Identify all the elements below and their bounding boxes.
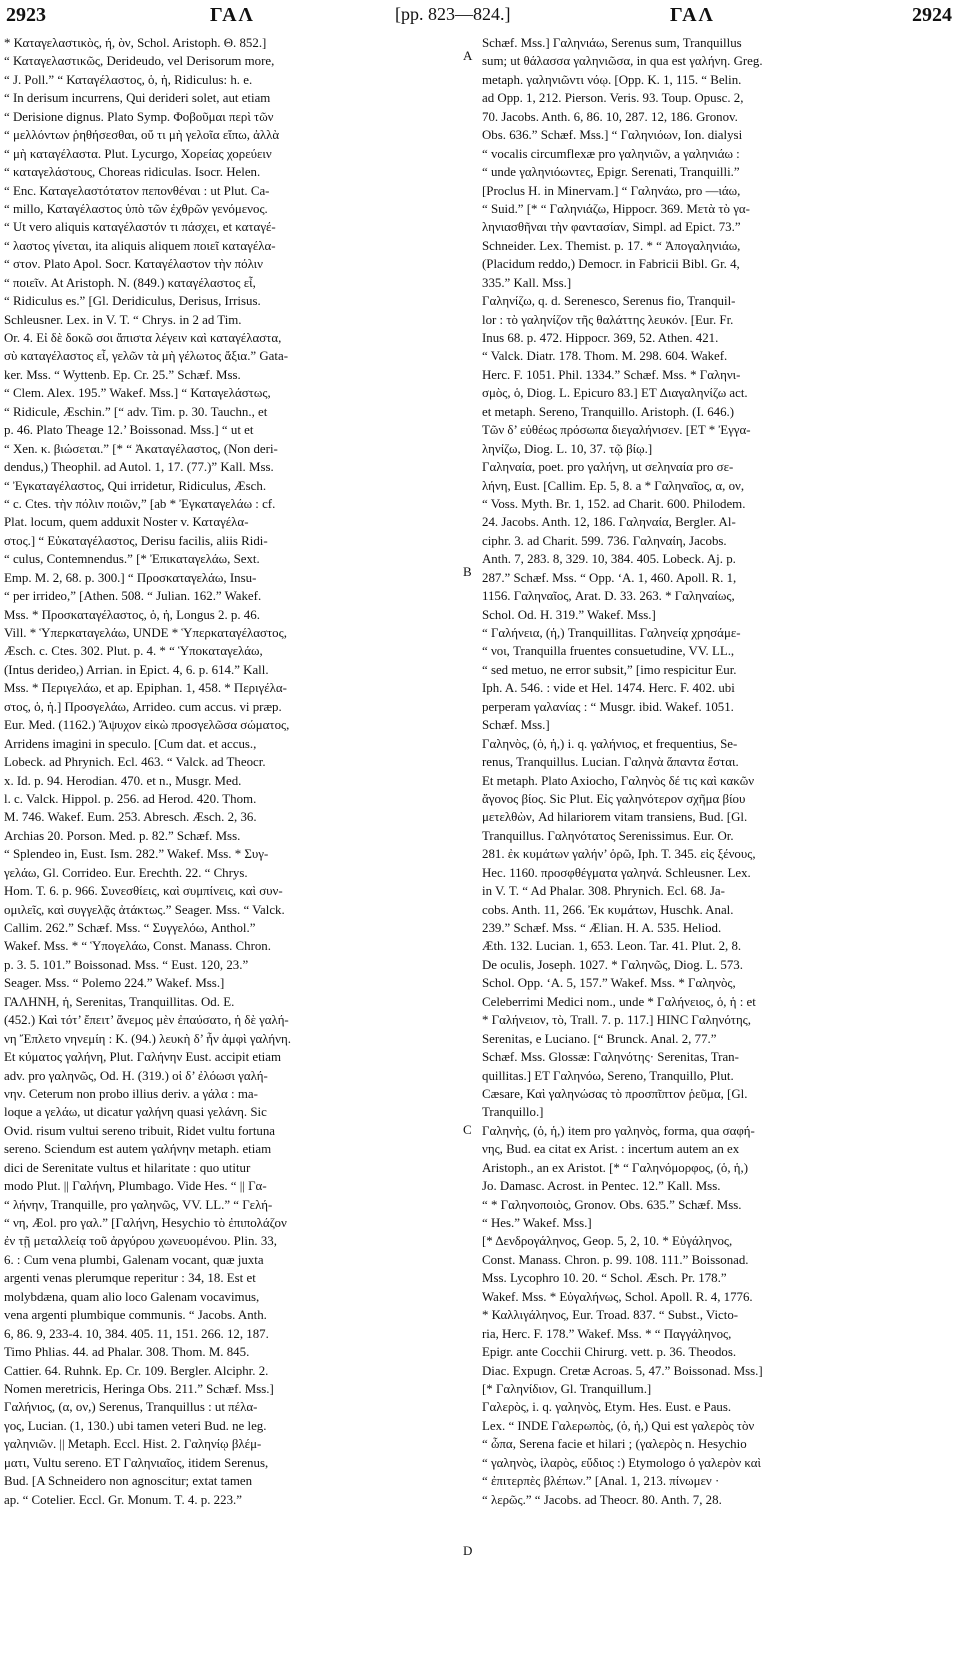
text-line: Schæf. Mss.]: [482, 718, 550, 733]
right-column: [482, 34, 956, 1674]
text-line: Cæsare, Καὶ γαληνώσας τὸ προσπῖπτον ῥεῦμα, [Gl.: [482, 1086, 748, 1101]
text-line: Æsch. c. Ctes. 302. Plut. p. 4. * “ Ὑποκαταγελάω,: [4, 644, 263, 659]
text-line: Arridens imagini in speculo. [Cum dat. et accus.,: [4, 736, 257, 751]
text-line: Lobeck. ad Phrynich. Ecl. 463. “ Valck. ad Theocr.: [4, 755, 266, 770]
text-line: l. c. Valck. Hippol. p. 256. ad Herod. 420. Thom.: [4, 791, 257, 806]
text-line: “ Ridicule, Æschin.” [“ adv. Tim. p. 30. Tauchn., et: [4, 404, 268, 419]
text-line: sereno. Sciendum est autem γαλήνην metaph. etiam: [4, 1142, 272, 1157]
text-line: “ Splendeo in, Eust. Ism. 282.” Wakef. Mss. * Συγ-: [4, 847, 269, 862]
text-line: Bud. [A Schneidero non agnoscitur; extat tamen: [4, 1474, 253, 1489]
text-line: “ γαληνὸς, ἱλαρὸς, εὔδιος :) Etymologo ὁ γαλερὸν καὶ: [482, 1455, 762, 1470]
text-line: Hom. T. 6. p. 966. Συνεσθίεις, καὶ συμπίνεις, καὶ συν-: [4, 884, 283, 899]
text-line: Hec. 1160. προσφθέγματα γαληνά. Schleusner. Lex.: [482, 865, 751, 880]
text-line: Et metaph. Plato Axiocho, Γαληνὸς δέ τις καὶ κακῶν: [482, 773, 755, 788]
text-line: 24. Jacobs. Anth. 12, 186. Γαληναία, Bergler. Al-: [482, 515, 736, 530]
text-line: “ Suid.” [* “ Γαληνιάζω, Hippocr. 369. Μετὰ τὸ γα-: [482, 201, 750, 216]
text-line: “ sed metuo, ne error subsit,” [imo respicitur Eur.: [482, 662, 737, 677]
text-line: “ culus, Contemnendus.” [* Ἐπικαταγελάω, Sext.: [4, 552, 260, 567]
text-line: “ Clem. Alex. 195.” Wakef. Mss.] “ Καταγελάστως,: [4, 386, 271, 401]
text-line: Epigr. ante Cocchii Chirurg. vett. p. 36. Theodos.: [482, 1345, 737, 1360]
text-line: Seager. Mss. “ Polemo 224.” Wakef. Mss.]: [4, 976, 225, 991]
text-line: Tranquillo.]: [482, 1105, 544, 1120]
text-line: 281. ἐκ κυμάτων γαλήν’ ὁρῶ, Iph. T. 345. εἰς ξένους,: [482, 847, 756, 862]
text-line: Et κύματος γαλήνη, Plut. Γαλήνην Eust. accipit etiam: [4, 1050, 282, 1065]
page-header: [0, 0, 960, 34]
text-line: 287.” Schæf. Mss. “ Opp. ‘A. 1, 460. Apoll. R. 1,: [482, 570, 737, 585]
text-line: Mss. * Περιγελάω, et ap. Epiphan. 1, 458. * Περιγέλα-: [4, 681, 287, 696]
text-line: “ καταγελάστους, Choreas ridiculas. Isocr. Helen.: [4, 165, 261, 180]
text-line: 6. : Cum vena plumbi, Galenam vocant, quæ juxta: [4, 1252, 264, 1267]
text-line: στος.] “ Εὐκαταγέλαστος, Derisu facilis, aliis Ridi-: [4, 533, 268, 548]
text-line: [* Γαληνίδιον, Gl. Tranquillum.]: [482, 1381, 652, 1396]
right-running-head: ΓΑΛ: [670, 4, 715, 26]
section-marker-a: A: [463, 48, 473, 63]
text-line: “ νοι, Tranquilla fruentes consuetudine, VV. LL.,: [482, 644, 735, 659]
text-line: “ Valck. Diatr. 178. Thom. M. 298. 604. Wakef.: [482, 349, 728, 364]
text-line: Schleusner. Lex. in V. T. “ Chrys. in 2 ad Tim.: [4, 312, 242, 327]
text-line: Ovid. risum vultui sereno tribuit, Ridet vultu fortuna: [4, 1123, 276, 1138]
text-line: Celeberrimi Medici nom., unde * Γαλήνειος, ὁ, ἡ : et: [482, 994, 756, 1009]
text-line: * Γαλήνειον, τὸ, Trall. 7. p. 117.] HINC Γαληνότης,: [482, 1013, 752, 1028]
text-line: “ λήνην, Tranquille, pro γαληνῶς, VV. LL.” “ Γελή-: [4, 1197, 273, 1212]
text-line: στος, ὁ, ἡ.] Προσγελάω, Arrideo. cum accus. vi præp.: [4, 699, 282, 714]
text-line: Wakef. Mss. * Εὐγαλήνως, Schol. Apoll. R. 4, 1776.: [482, 1289, 753, 1304]
text-line: renus, Tranquillus. Lucian. Γαληνὰ ἅπαντα ἔσται.: [482, 755, 739, 770]
text-line: “ ὦπα, Serena facie et hilari ; (γαλερὸς n. Hesychio: [482, 1437, 747, 1452]
text-line: De oculis, Joseph. 1027. * Γαληνῶς, Diog. L. 573.: [482, 957, 743, 972]
text-line: λήνη, Eust. [Callim. Ep. 5, 8. a * Γαληναῖος, α, ον,: [482, 478, 745, 493]
text-line: 239.” Schæf. Mss. “ Ælian. H. A. 535. Heliod.: [482, 921, 722, 935]
text-line: Obs. 636.” Schæf. Mss.] “ Γαληνιόων, Ion. dialysi: [482, 128, 743, 143]
text-line: “ λερῶς.” “ Jacobs. ad Theocr. 80. Anth. 7, 28.: [482, 1492, 722, 1507]
text-line: Or. 4. Εἰ δὲ δοκῶ σοι ἄπιστα λέγειν καὶ καταγέλαστα,: [4, 331, 282, 345]
page-range: [pp. 823—824.]: [395, 4, 511, 24]
text-line: “ Ἐγκαταγέλαστος, Qui irridetur, Ridiculus, Æsch.: [4, 478, 267, 493]
text-line: adv. pro γαληνῶς, Od. H. (319.) οἱ δ’ ἐλόωσι γαλή-: [4, 1068, 268, 1083]
text-line: Serenitas, e Luciano. [“ Brunck. Anal. 2, 77.”: [482, 1031, 717, 1046]
text-line: “ Ut vero aliquis καταγέλαστόν τι πάσχει, et καταγέ-: [4, 220, 276, 235]
text-line: 335.” Kall. Mss.]: [482, 275, 572, 290]
text-line: dici de Serenitate vultus et hilaritate : quo utitur: [4, 1160, 251, 1175]
text-line: “ μελλόντων ῥηθήσεσθαι, οὔ τι μὴ γελοῖα εἴπω, ἀλλὰ: [4, 128, 280, 143]
text-line: Lex. “ INDE Γαλερωπὸς, (ὁ, ἡ,) Qui est γαλερὸς τὸν: [482, 1418, 755, 1433]
text-line: quillitas.] ET Γαληνόω, Sereno, Tranquillo, Plut.: [482, 1068, 734, 1083]
text-line: Emp. M. 2, 68. p. 300.] “ Προσκαταγελάω, Insu-: [4, 570, 257, 585]
right-page-number: 2924: [912, 4, 952, 26]
section-marker-b: B: [463, 564, 472, 579]
text-line: Archias 20. Porson. Med. p. 82.” Schæf. Mss.: [4, 828, 241, 843]
text-line: Nomen meretricis, Heringa Obs. 211.” Schæf. Mss.]: [4, 1381, 274, 1396]
text-line: νης, Bud. ea citat ex Arist. : incertum autem an ex: [482, 1142, 740, 1157]
text-line: Γαληνίζω, q. d. Serenesco, Serenus fio, Tranquil-: [482, 294, 736, 309]
text-line: vena argenti plumbique communis. “ Jacobs. Anth.: [4, 1308, 267, 1323]
text-line: ληνίζω, Diog. L. 10, 37. τῷ βίῳ.]: [482, 441, 653, 456]
text-line: νην. Ceterum non probo illius deriv. a γάλα : ma-: [4, 1086, 258, 1101]
text-line: “ In derisum incurrens, Qui derideri solet, aut etiam: [4, 91, 271, 106]
text-line: “ στον. Plato Apol. Socr. Καταγέλαστον τὴν πόλιν: [4, 257, 263, 272]
text-line: Γαληναία, poet. pro γαλήνη, ut σεληναία pro σε-: [482, 460, 734, 475]
text-line: perperam γαλανίας : “ Musgr. ibid. Wakef. 1051.: [482, 699, 734, 714]
text-line: “ Derisione dignus. Plato Symp. Φοβοῦμαι περὶ τῶν: [4, 109, 274, 124]
text-line: p. 3. 5. 101.” Boissonad. Mss. “ Eust. 120, 23.”: [4, 957, 249, 972]
text-line: “ Γαλήνεια, (ἡ,) Tranquillitas. Γαληνείᾳ χρησάμε-: [482, 626, 741, 640]
text-line: (Intus derideo,) Arrian. in Epict. 4, 6. p. 614.” Kall.: [4, 662, 269, 677]
text-line: ker. Mss. “ Wyttenb. Ep. Cr. 25.” Schæf. Mss.: [4, 367, 241, 382]
text-line: Schneider. Lex. Themist. p. 17. * “ Ἀπογαληνιάω,: [482, 238, 741, 253]
text-line: [Proclus H. in Minervam.] “ Γαληνάω, pro —ιάω,: [482, 183, 741, 198]
text-line: Eur. Med. (1162.) Ἄψυχον εἰκὼ προσγελῶσα σώματος,: [4, 718, 290, 733]
text-line: Cattier. 64. Ruhnk. Ep. Cr. 109. Bergler. Alciphr. 2.: [4, 1363, 269, 1378]
text-line: 70. Jacobs. Anth. 6, 86. 10, 287. 12, 186. Gronov.: [482, 109, 738, 124]
text-line: Wakef. Mss. * “ Ὑπογελάω, Const. Manass. Chron.: [4, 939, 271, 954]
text-line: Iph. A. 546. : vide et Hel. 1474. Herc. F. 402. ubi: [482, 681, 735, 696]
text-line: γαληνιῶν. || Metaph. Eccl. Hist. 2. Γαληνίῳ βλέμ-: [4, 1437, 262, 1452]
text-line: Const. Manass. Chron. p. 99. 108. 111.” Boissonad.: [482, 1252, 749, 1267]
text-line: ciphr. 3. ad Charit. 599. 736. Γαληναίη, Jacobs.: [482, 533, 727, 548]
text-line: ἄγονος βίος. Sic Plut. Εἰς γαληνότερον σχῆμα βίου: [482, 791, 746, 806]
text-line: ματι, Vultu sereno. ET Γαληνιαῖος, itidem Serenus,: [4, 1455, 269, 1470]
text-line: “ Ridiculus es.” [Gl. Deridiculus, Derisus, Irrisus.: [4, 294, 261, 309]
text-line: σὺ καταγέλαστος εἶ, γελῶν τὰ μὴ γέλωτος ἄξια.” Gata-: [4, 349, 288, 364]
text-line: “ Voss. Myth. Br. 1, 152. ad Charit. 600. Philodem.: [482, 496, 746, 511]
text-line: Plat. locum, quem adduxit Noster v. Καταγέλα-: [4, 515, 249, 530]
text-line: et metaph. Sereno, Tranquillo. Aristoph. (I. 646.): [482, 404, 735, 419]
text-line: sum; ut θάλασσα γαληνιῶσα, in qua est γαλήνη. Greg.: [482, 54, 763, 69]
text-line: (452.) Καὶ τότ’ ἔπειτ’ ἄνεμος μὲν ἐπαύσατο, ἡ δὲ γαλή-: [4, 1013, 289, 1028]
text-line: Γαληνὴς, (ὁ, ἡ,) item pro γαληνὸς, forma, qua σαφή-: [482, 1123, 755, 1138]
text-line: ΓΑΛΗΝΗ, ἡ, Serenitas, Tranquillitas. Od. E.: [4, 994, 235, 1009]
text-line: “ c. Ctes. τὴν πόλιν ποιῶν,” [ab * Ἐγκαταγελάω : cf.: [4, 496, 276, 511]
text-line: molybdæna, quam alio loco Galenam vocavimus,: [4, 1289, 260, 1304]
left-page-number: 2923: [6, 4, 46, 26]
text-line: “ λαστος γίνεται, ita aliquis aliquem ποιεῖ καταγέλα-: [4, 238, 276, 253]
section-marker-c: C: [463, 1122, 472, 1137]
text-line: Mss. Lycophro 10. 20. “ Schol. Æsch. Pr. 178.”: [482, 1271, 727, 1286]
text-line: γελάω, Gl. Corrideo. Eur. Erechth. 22. “ Chrys.: [4, 865, 248, 880]
text-line: “ Xen. κ. βιώσεται.” [* “ Ἀκαταγέλαστος, (Non deri-: [4, 441, 278, 456]
text-line: argenti venas plerumque reperitur : 34, 18. Est et: [4, 1271, 256, 1286]
text-line: “ J. Poll.” “ Καταγέλαστος, ὁ, ἡ, Ridiculus: h. e.: [4, 72, 253, 87]
text-line: M. 746. Wakef. Eum. 253. Abresch. Æsch. 2, 36.: [4, 810, 257, 825]
text-line: μετελθὼν, Ad hilariorem vitam transiens, Bud. [Gl.: [482, 810, 748, 825]
text-line: Herc. F. 1051. Phil. 1334.” Schæf. Mss. * Γαληνι-: [482, 367, 741, 382]
text-line: ad Opp. 1, 212. Pierson. Veris. 93. Toup. Opusc. 2,: [482, 91, 744, 106]
text-line: (Placidum reddo,) Democr. in Fabricii Bibl. Gr. 4,: [482, 257, 740, 272]
text-line: γος, Lucian. (1, 130.) ubi tamen veteri Bud. ne leg.: [4, 1418, 267, 1433]
text-line: * Καταγελαστικὸς, ή, ὸν, Schol. Aristoph. Θ. 852.]: [4, 36, 267, 50]
text-line: Τῶν δ’ εὐθέως πρόσωπα διεγαλήνισεν. [ET * Ἐγγα-: [482, 423, 751, 438]
text-line: Schol. Od. H. 319.” Wakef. Mss.]: [482, 607, 656, 622]
text-line: Schæf. Mss. Glossæ: Γαληνότης· Serenitas, Tran-: [482, 1050, 739, 1065]
text-line: “ Enc. Καταγελαστότατον πεπονθέναι : ut Plut. Ca-: [4, 183, 270, 198]
text-line: Schol. Opp. ‘A. 5, 157.” Wakef. Mss. * Γαληνὸς,: [482, 976, 736, 991]
text-line: metaph. γαληνιῶντι νόῳ. [Opp. K. 1, 115. “ Belin.: [482, 72, 742, 87]
text-line: “ vocalis circumflexæ pro γαληνιῶν, a γαληνιάω :: [482, 146, 740, 161]
text-line: Timo Phlias. 44. ad Phalar. 308. Thom. M. 845.: [4, 1345, 250, 1360]
text-line: “ ποιεῖν. At Aristoph. N. (849.) καταγέλαστος εἶ,: [4, 275, 256, 290]
text-line: Anth. 7, 283. 8, 329. 10, 384. 405. Lobeck. Aj. p.: [482, 552, 736, 567]
text-line: “ Καταγελαστικῶς, Derideudo, vel Derisorum more,: [4, 54, 275, 69]
left-running-head: ΓΑΛ: [210, 4, 255, 26]
text-line: “ millo, Καταγέλαστος ὑπὸ τῶν ἐχθρῶν γενόμενος.: [4, 201, 268, 216]
text-line: 6, 86. 9, 233-4. 10, 384. 405. 11, 151. 266. 12, 187.: [4, 1326, 269, 1341]
text-line: modo Plut. || Γαλήνη, Plumbago. Vide Hes. “ || Γα-: [4, 1179, 267, 1194]
text-line: Diac. Expugn. Cretæ Acroas. 5, 47.” Boissonad. Mss.]: [482, 1363, 763, 1378]
text-line: “ unde γαληνιόωντες, Epigr. Serenati, Tranquilli.”: [482, 165, 740, 180]
text-line: Γαληνὸς, (ὁ, ἡ,) i. q. γαλήνιος, et frequentius, Se-: [482, 736, 738, 751]
text-line: “ * Γαληνοποιὸς, Gronov. Obs. 635.” Schæf. Mss.: [482, 1197, 742, 1212]
text-line: [* Δενδρογάληνος, Geop. 5, 2, 10. * Εὐγάληνος,: [482, 1234, 733, 1249]
text-line: “ μὴ καταγέλαστα. Plut. Lycurgo, Χορείας χορεύειν: [4, 146, 272, 161]
text-line: Callim. 262.” Schæf. Mss. “ Συγγελόω, Anthol.”: [4, 921, 256, 935]
text-line: σμὸς, ὁ, Diog. L. Epicuro 83.] ET Διαγαληνίζω act.: [482, 386, 748, 401]
text-line: Tranquillus. Γαληνότατος Serenissimus. Eur. Or.: [482, 828, 734, 843]
text-line: νη Ἔπλετο νηνεμίη : K. (94.) λευκὴ δ’ ἦν ἀμφὶ γαλήνη.: [4, 1031, 291, 1046]
text-line: Jo. Damasc. Acrost. in Pentec. 12.” Kall. Mss.: [482, 1179, 721, 1194]
text-line: cobs. Anth. 11, 266. Ἐκ κυμάτων, Huschk. Anal.: [482, 902, 734, 917]
text-line: “ νη, Æol. pro γαλ.” [Γαλήνη, Hesychio τὸ ἐπιπολάζον: [4, 1216, 287, 1230]
text-line: Schæf. Mss.] Γαληνιάω, Serenus sum, Tranquillus: [482, 36, 742, 50]
text-line: dendus,) Theophil. ad Autol. 1, 17. (77.)” Kall. Mss.: [4, 460, 274, 475]
text-line: * Καλλιγάληνος, Eur. Troad. 837. “ Subst., Victo-: [482, 1308, 739, 1323]
section-marker-d: D: [463, 1543, 473, 1558]
text-line: loque a γελάω, ut dicatur γαλήνη quasi γελάνη. Sic: [4, 1105, 267, 1120]
text-line: ομιλεῖς, καὶ συγγελᾷς ἀτάκτως.” Seager. Mss. “ Valck.: [4, 902, 285, 917]
text-line: “ ἐπιτερπὲς βλέπων.” [Anal. 1, 213. πίνωμεν ·: [482, 1474, 720, 1489]
text-line: ria, Herc. F. 178.” Wakef. Mss. * “ Παγγάληνος,: [482, 1326, 732, 1341]
text-line: 1156. Γαληναῖος, Arat. D. 33. 263. * Γαληναίως,: [482, 589, 735, 604]
text-line: Vill. * Ὑπερκαταγελάω, UNDE * Ὑπερκαταγέλαστος,: [4, 626, 287, 640]
text-line: Γαλήνιος, (α, ον,) Serenus, Tranquillus : ut πέλα-: [4, 1400, 258, 1415]
text-line: Inus 68. p. 472. Hippocr. 369, 52. Athen. 421.: [482, 331, 719, 345]
text-line: Aristoph., an ex Aristot. [* “ Γαληνόμορφος, (ὁ, ἡ,): [482, 1160, 749, 1175]
text-line: p. 46. Plato Theage 12.’ Boissonad. Mss.] “ ut et: [4, 423, 254, 438]
text-line: “ Hes.” Wakef. Mss.]: [482, 1216, 592, 1230]
left-column: [4, 34, 460, 1674]
text-line: ληνιασθῆναι τὴν φαντασίαν, Simpl. ad Epict. 73.”: [482, 220, 741, 235]
text-line: ap. “ Cotelier. Eccl. Gr. Monum. T. 4. p. 223.”: [4, 1492, 242, 1507]
text-line: Mss. * Προσκαταγέλαστος, ὁ, ἡ, Longus 2. p. 46.: [4, 607, 260, 622]
text-line: in V. T. “ Ad Phalar. 308. Phrynich. Ecl. 68. Ja-: [482, 884, 725, 899]
text-line: lor : τὸ γαληνίζον τῆς θαλάττης λευκόν. [Eur. Fr.: [482, 312, 734, 327]
text-line: “ per irrideo,” [Athen. 508. “ Julian. 162.” Wakef.: [4, 589, 262, 604]
text-line: Γαλερὸς, i. q. γαληνὸς, Etym. Hes. Eust. e Paus.: [482, 1400, 732, 1415]
text-line: ἐν τῇ μεταλλείᾳ τοῦ ἀργύρου χωνευομένου. Plin. 33,: [4, 1234, 277, 1249]
text-line: x. Id. p. 94. Herodian. 470. et n., Musgr. Med.: [4, 773, 242, 788]
text-line: Æth. 132. Lucian. 1, 653. Leon. Tar. 41. Plut. 2, 8.: [482, 939, 742, 954]
